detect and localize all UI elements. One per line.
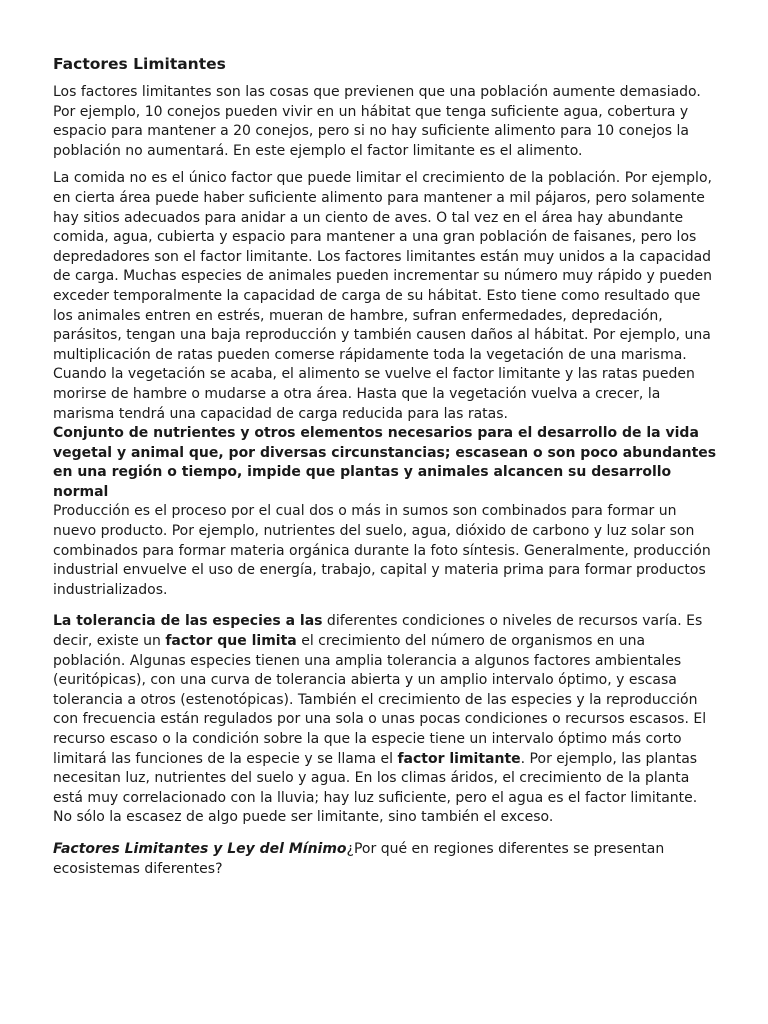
bold-phrase: La tolerancia de las especies a las — [53, 613, 323, 630]
bold-definition: Conjunto de nutrientes y otros elementos necesarios para el desarrollo de la vida vegetal y animal que, por diversas circunstancias; escasean o son poco abundantes en una región o tiempo, impide que plantas y animales alcancen su desarrollo normal — [53, 425, 717, 500]
bold-phrase: factor limitante — [397, 750, 521, 767]
question-text: ¿Por qué en regiones diferentes se presentan ecosistemas diferentes? — [53, 840, 665, 877]
paragraph-tolerance — [53, 612, 718, 828]
paragraph-production: Producción es el proceso por el cual dos o más in sumos son combinados para formar un nuevo producto. Por ejemplo, nutrientes del suelo, agua, dióxido de carbono y luz solar son combinados para formar materia orgánica durante la foto síntesis. Generalmente, producción industrial envuelve el uso de energía, trabajo, capital y materia prima para formar productos industrializados. — [53, 503, 711, 598]
text-span: diferentes condiciones o niveles de recursos varía. Es decir, existe un — [53, 613, 703, 650]
bold-phrase: factor que limita — [165, 633, 297, 650]
text-span: . Por ejemplo, las plantas necesitan luz, nutrientes del suelo y agua. En los climas áridos, el crecimiento de la planta está muy correlacionado con la lluvia; hay luz suficiente, pero el agua es el factor limitante. No sólo la escasez de algo puede ser limitante, sino también el exceso. — [53, 750, 698, 826]
document-title: Factores Limitantes — [53, 55, 226, 73]
bold-italic-heading: Factores Limitantes y Ley del Mínimo — [53, 840, 347, 857]
text-span: el crecimiento del número de organismos en una población. Algunas especies tienen una amplia tolerancia a algunos factores ambientales (euritópicas), con una curva de tolerancia abierta y un amplio intervalo óptimo, y escasa tolerancia a otros (estenotópicas). También el crecimiento de las especies y la reproducción con frecuencia están regulados por una sola o unas pocas condiciones o recursos escasos. El recurso escaso o la condición sobre la que la especie tiene un intervalo óptimo más corto limitará las funciones de la especie y se llama el — [53, 633, 707, 767]
paragraph-intro: Los factores limitantes son las cosas que previenen que una población aumente demasiado. Por ejemplo, 10 conejos pueden vivir en un hábitat que tenga suficiente agua, cobertura y espacio para mantener a 20 conejos, pero si no hay suficiente alimento para 10 conejos la población no aumentará. En este ejemplo el factor limitante es el alimento. — [53, 84, 701, 159]
paragraph-food: La comida no es el único factor que puede limitar el crecimiento de la población. Por ejemplo, en cierta área puede haber suficiente alimento para mantener a mil pájaros, pero solamente hay sitios adecuados para anidar a un ciento de aves. O tal vez en el área hay abundante comida, agua, cubierta y espacio para mantener a una gran población de faisanes, pero los depredadores son el factor limitante. Los factores limitantes están muy unidos a la capacidad de carga. Muchas especies de animales pueden incrementar su número muy rápido y pueden exceder temporalmente la capacidad de carga de su hábitat. Esto tiene como resultado que los animales entren en estrés, mueran de hambre, sufran enfermedades, depredación, parásitos, tengan una baja reproducción y también causen daños al hábitat. Por ejemplo, una multiplicación de ratas pueden comerse rápidamente toda la vegetación de una marisma. Cuando la vegetación se acaba, el alimento se vuelve el factor limitante y las ratas pueden morirse de hambre o mudarse a otra área. Hasta que la vegetación vuelva a crecer, la marisma tendrá una capacidad de carga reducida para las ratas. — [53, 170, 712, 422]
paragraph-minimum-law — [53, 840, 718, 879]
